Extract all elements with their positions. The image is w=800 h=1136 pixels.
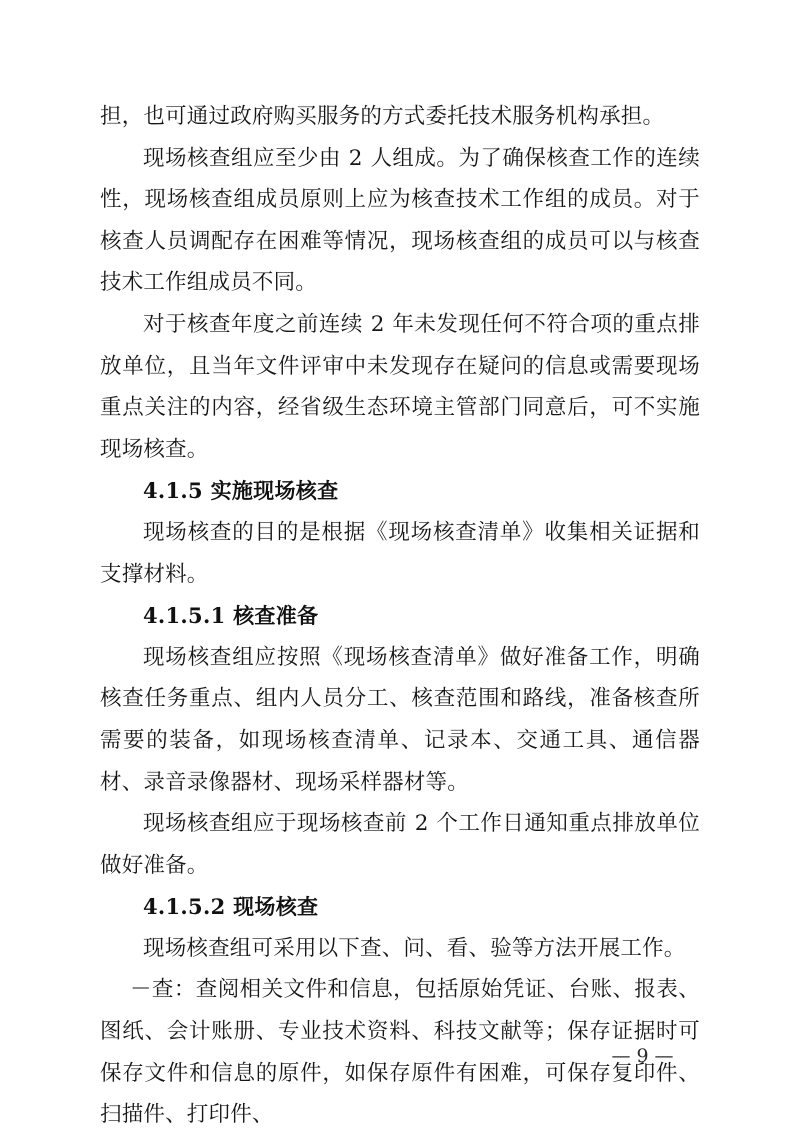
- heading-4-1-5: 4.1.5 实施现场核查: [143, 478, 339, 504]
- paragraph-continuation: 担，也可通过政府购买服务的方式委托技术服务机构承担。: [100, 104, 665, 129]
- paragraph-onsite-purpose: 现场核查的目的是根据《现场核查清单》收集相关证据和支撑材料。: [100, 519, 700, 587]
- list-item-check-method: －查：查阅相关文件和信息，包括原始凭证、台账、报表、图纸、会计账册、专业技术资料、科技文献等；保存证据时可保存文件和信息的原件，如保存原件有困难，可保存复印件、扫描件、打印件、: [100, 977, 700, 1128]
- paragraph-methods-intro: 现场核查组可采用以下查、问、看、验等方法开展工作。: [143, 935, 686, 961]
- heading-4-1-5-2: 4.1.5.2 现场核查: [143, 894, 319, 920]
- document-body: [100, 96, 700, 1136]
- page-footer: [0, 1044, 800, 1067]
- footer-dash-left: —: [611, 1045, 634, 1067]
- heading-4-1-5-1: 4.1.5.1 核查准备: [143, 603, 319, 629]
- paragraph-advance-notice: 现场核查组应于现场核查前 2 个工作日通知重点排放单位做好准备。: [100, 811, 700, 878]
- paragraph-exemption-rule: 对于核查年度之前连续 2 年未发现任何不符合项的重点排放单位，且当年文件评审中未发现存在疑问的信息或需要现场重点关注的内容，经省级生态环境主管部门同意后，可不实施现场核查。: [100, 311, 700, 462]
- paragraph-team-composition: 现场核查组应至少由 2 人组成。为了确保核查工作的连续性，现场核查组成员原则上应为核查技术工作组的成员。对于核查人员调配存在困难等情况，现场核查组的成员可以与核查技术工作组成员不同。: [100, 145, 700, 296]
- page-number: 9: [636, 1045, 652, 1067]
- footer-dash-right: —: [654, 1045, 677, 1067]
- paragraph-preparation-details: 现场核查组应按照《现场核查清单》做好准备工作，明确核查任务重点、组内人员分工、核查范围和路线，准备核查所需要的装备，如现场核查清单、记录本、交通工具、通信器材、录音录像器材、现场采样器材等。: [100, 644, 700, 795]
- page-number-group: [611, 1044, 676, 1067]
